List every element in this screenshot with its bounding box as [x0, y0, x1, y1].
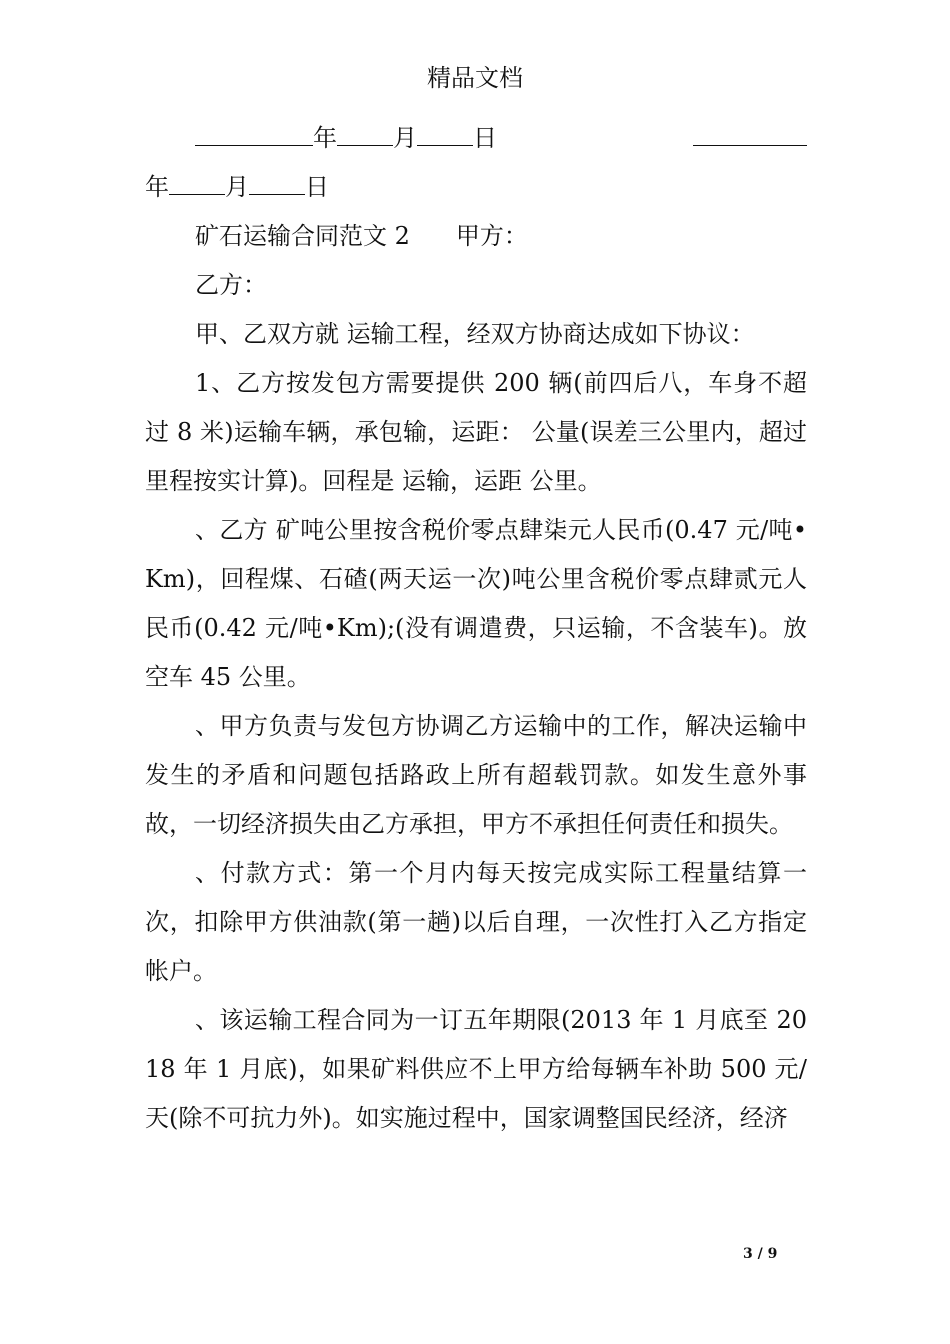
paragraph: 甲、乙双方就 运输工程，经双方协商达成如下协议： — [195, 320, 755, 348]
page-header: 精品文档 — [427, 64, 523, 92]
paragraph: 、乙方 矿吨公里按含税价零点肆柒元人民币(0.47 元/吨•Km)，回程煤、石碴(两天运一次)吨公里含税价零点肆贰元人民币(0.42 元/吨•Km);(没有调遣费，只运输，不含装车)。放空车 45 公里。 — [145, 516, 807, 691]
signature-date-row-2 — [145, 163, 807, 212]
paragraph: 、甲方负责与发包方协调乙方运输中的工作，解决运输中发生的矛盾和问题包括路政上所有超载罚款。如发生意外事故，一切经济损失由乙方承担，甲方不承担任何责任和损失。 — [145, 712, 807, 838]
paragraph: 、付款方式：第一个月内每天按完成实际工程量结算一次，扣除甲方供油款(第一趟)以后自理，一次性打入乙方指定帐户。 — [145, 859, 807, 985]
contract-title-line — [145, 212, 807, 261]
contract-title: 矿石运输合同范文 2 — [195, 222, 410, 250]
document-body — [145, 114, 807, 1143]
signature-date-party-b: 年 月 日 — [145, 163, 329, 212]
signature-date-party-b-start — [693, 114, 807, 163]
paragraph: 乙方： — [195, 271, 267, 299]
party-a-label: 甲方： — [455, 222, 528, 250]
paragraph: 1、乙方按发包方需要提供 200 辆(前四后八，车身不超过 8 米)运输车辆，承包输，运距： 公量(误差三公里内，超过里程按实计算)。回程是 运输，运距 公里。 — [145, 369, 807, 495]
signature-date-party-a: 年 月 日 — [195, 114, 497, 163]
paragraph: 、该运输工程合同为一订五年期限(2013 年 1 月底至 2018 年 1 月底)，如果矿料供应不上甲方给每辆车补助 500 元/天(除不可抗力外)。如实施过程中，国家调整国民经济，经济 — [145, 1006, 807, 1132]
signature-date-row — [145, 114, 807, 163]
page-number: 3 / 9 — [743, 1246, 778, 1262]
